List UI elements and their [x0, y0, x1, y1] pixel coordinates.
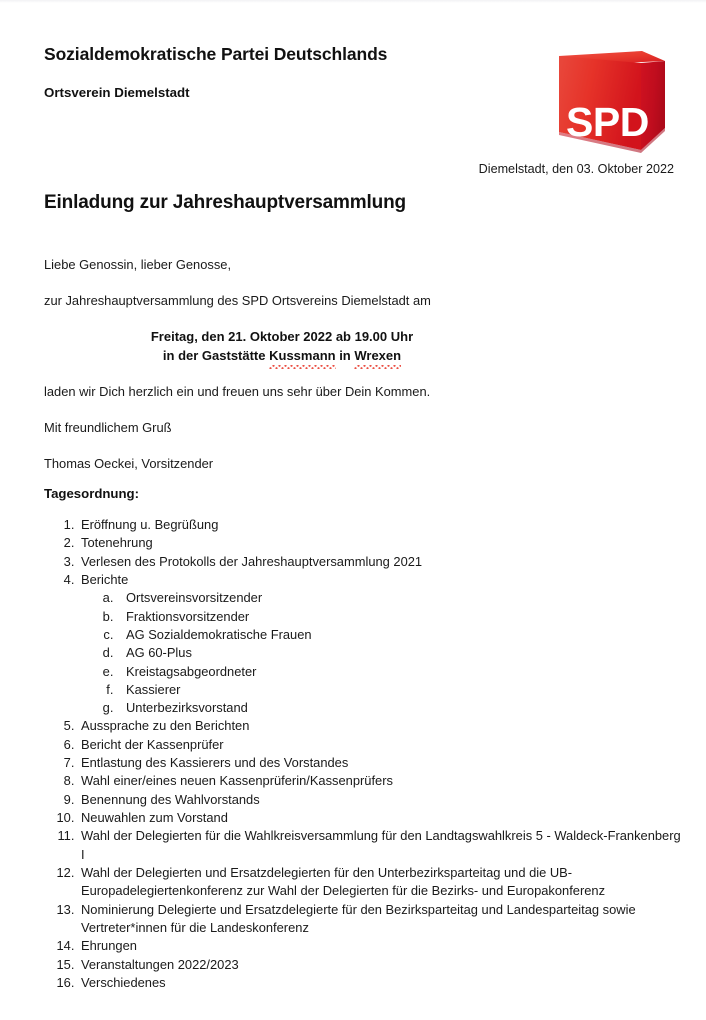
agenda-item-label: Berichte: [81, 571, 129, 587]
agenda-item-label: Bericht der Kassenprüfer: [81, 736, 224, 752]
intro-paragraph: zur Jahreshauptversammlung des SPD Ortsvereins Diemelstadt am: [44, 293, 431, 309]
agenda-subitem: e. Kreistagsabgeordneter: [117, 663, 682, 681]
agenda-item-label: Entlastung des Kassierers und des Vorstandes: [81, 755, 349, 771]
letter-body: [44, 256, 670, 473]
agenda-item: [78, 809, 682, 827]
event-location-middle: in: [335, 347, 355, 363]
agenda-list: [44, 516, 682, 992]
agenda-item: [78, 772, 682, 790]
agenda-item-label: Eröffnung u. Begrüßung: [81, 517, 219, 532]
agenda-subitem: f. Kassierer: [117, 681, 682, 699]
agenda-item-label: Neuwahlen zum Vorstand: [81, 810, 228, 825]
event-venue-name: Kussmann: [269, 347, 335, 366]
invitation-paragraph: laden wir Dich herzlich ein und freuen uns sehr über Dein Kommen.: [44, 383, 431, 399]
agenda-item-label: Veranstaltungen 2022/2023: [81, 956, 239, 972]
agenda-subitem: d. AG 60-Plus: [117, 644, 682, 662]
agenda-item-label: Totenehrung: [81, 535, 153, 551]
agenda-item: [78, 901, 682, 938]
agenda-item-label: Wahl der Delegierten und Ersatzdelegierten für den Unterbezirksparteitag und die UB-Europadelegiertenkonferenz zur Wahl der Delegierten für die Bezirks- und Europakonferenz: [81, 864, 606, 899]
event-location-prefix: in der Gaststätte: [162, 347, 270, 363]
agenda-item-label: Nominierung Delegierte und Ersatzdelegierte für den Bezirksparteitag und Landesparteitag sowie Vertreter*innen für die Landeskonferenz: [81, 901, 636, 935]
agenda-item: [78, 553, 682, 571]
agenda-subitem: b. Fraktionsvorsitzender: [117, 608, 682, 626]
event-place-name: Wrexen: [354, 347, 401, 366]
agenda-section: [44, 486, 682, 992]
salutation: Liebe Genossin, lieber Genosse,: [44, 257, 232, 272]
agenda-item: [78, 864, 682, 901]
spd-cube-icon: [533, 32, 683, 154]
agenda-item: [78, 571, 682, 718]
agenda-item: [78, 516, 682, 534]
event-datetime: Freitag, den 21. Oktober 2022 ab 19.00 Uhr: [150, 328, 414, 344]
spd-logo: [533, 32, 683, 154]
agenda-item-label: Verschiedenes: [81, 974, 166, 990]
agenda-item-label: Benennung des Wahlvorstands: [81, 791, 260, 807]
organization-subtitle: Ortsverein Diemelstadt: [44, 85, 190, 100]
agenda-item: [78, 736, 682, 754]
page-top-edge: [0, 0, 706, 3]
agenda-item-label: Aussprache zu den Berichten: [81, 718, 250, 734]
agenda-item: [78, 937, 682, 955]
agenda-item: [78, 791, 682, 809]
agenda-item: [78, 827, 682, 864]
agenda-item-label: Wahl der Delegierten für die Wahlkreisversammlung für den Landtagswahlkreis 5 - Waldeck-Frankenberg I: [81, 828, 681, 862]
spd-logo-text: SPD: [566, 99, 649, 145]
agenda-item-label: Wahl einer/eines neuen Kassenprüferin/Kassenprüfers: [81, 773, 393, 789]
event-details: [44, 328, 670, 366]
agenda-item: [78, 974, 682, 992]
agenda-item: [78, 534, 682, 552]
agenda-heading: Tagesordnung:: [44, 486, 139, 501]
date-line: Diemelstadt, den 03. Oktober 2022: [478, 162, 674, 176]
agenda-subitem: a. Ortsvereinsvorsitzender: [117, 589, 682, 607]
agenda-item: [78, 717, 682, 735]
agenda-subitem: g. Unterbezirksvorstand: [117, 699, 682, 717]
agenda-subitem: c. AG Sozialdemokratische Frauen: [117, 626, 682, 644]
agenda-item-label: Verlesen des Protokolls der Jahreshauptversammlung 2021: [81, 553, 423, 569]
agenda-item-label: Ehrungen: [81, 938, 137, 954]
page-title: Einladung zur Jahreshauptversammlung: [44, 192, 407, 213]
agenda-sublist: [81, 589, 682, 717]
regards-line: Mit freundlichem Gruß: [44, 419, 172, 435]
agenda-item: [78, 754, 682, 772]
event-location: [44, 347, 520, 366]
agenda-item: [78, 956, 682, 974]
organization-name: Sozialdemokratische Partei Deutschlands: [44, 44, 388, 64]
signature-line: Thomas Oeckei, Vorsitzender: [44, 456, 214, 472]
